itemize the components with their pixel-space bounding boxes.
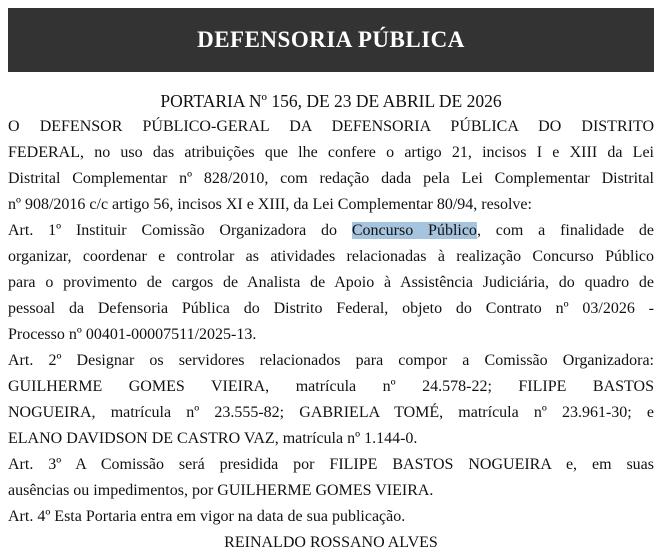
document-line — [8, 348, 654, 374]
document-line — [8, 270, 654, 296]
text-segment: Art. 3º A Comissão será presidida por FILIPE BASTOS NOGUEIRA e, em suas — [8, 456, 654, 473]
text-segment: Processo nº 00401-00007511/2025-13. — [8, 326, 257, 343]
section-banner-title: DEFENSORIA PÚBLICA — [197, 27, 465, 52]
document-page — [0, 8, 662, 550]
document-line — [8, 218, 654, 244]
highlighted-text: Concurso Público — [351, 222, 477, 239]
text-segment: Art. 4º Esta Portaria entra em vigor na data de sua publicação. — [8, 508, 406, 525]
portaria-heading: PORTARIA Nº 156, DE 23 DE ABRIL DE 2026 — [160, 91, 502, 111]
text-segment: FEDERAL, no uso das atribuições que lhe confere o artigo 21, incisos I e XIII da Lei — [8, 144, 654, 161]
document-line — [8, 322, 654, 348]
document-line — [8, 114, 654, 140]
document-body — [8, 114, 654, 530]
text-segment: nº 908/2016 c/c artigo 56, incisos XI e XIII, da Lei Complementar 80/94, resolve: — [8, 196, 532, 213]
document-line — [8, 478, 654, 504]
document-line — [8, 504, 654, 530]
text-segment: GUILHERME GOMES VIEIRA, matrícula nº 24.578-22; FILIPE BASTOS — [8, 378, 654, 395]
text-segment: , com a finalidade de — [476, 222, 655, 239]
text-segment: ausências ou impedimentos, por GUILHERME GOMES VIEIRA. — [8, 482, 434, 499]
document-line — [8, 192, 654, 218]
text-segment: O DEFENSOR PÚBLICO-GERAL DA DEFENSORIA PÚBLICA DO DISTRITO — [8, 118, 654, 135]
text-segment: NOGUEIRA, matrícula nº 23.555-82; GABRIELA TOMÉ, matrícula nº 23.961-30; e — [8, 404, 654, 421]
text-segment: ELANO DAVIDSON DE CASTRO VAZ, matrícula nº 1.144-0. — [8, 430, 418, 447]
section-banner — [8, 8, 654, 72]
document-line — [8, 166, 654, 192]
text-segment: Distrital Complementar nº 828/2010, com redação dada pela Lei Complementar Distrital — [8, 170, 654, 187]
document-line — [8, 426, 654, 452]
text-segment: Art. 1º Instituir Comissão Organizadora do — [8, 222, 352, 239]
document-line — [8, 140, 654, 166]
document-line — [8, 374, 654, 400]
text-segment: para o provimento de cargos de Analista de Apoio à Assistência Judiciária, do quadro de — [8, 274, 654, 291]
document-line — [8, 400, 654, 426]
document-line — [8, 296, 654, 322]
signature-name: REINALDO ROSSANO ALVES — [224, 534, 438, 551]
document-line — [8, 244, 654, 270]
document-line — [8, 452, 654, 478]
text-segment: organizar, coordenar e controlar as atividades relacionadas à realização Concurso Público — [8, 248, 654, 265]
text-segment: Art. 2º Designar os servidores relacionados para compor a Comissão Organizadora: — [8, 352, 654, 369]
text-segment: pessoal da Defensoria Pública do Distrito Federal, objeto do Contrato nº 03/2026 - — [8, 300, 654, 317]
